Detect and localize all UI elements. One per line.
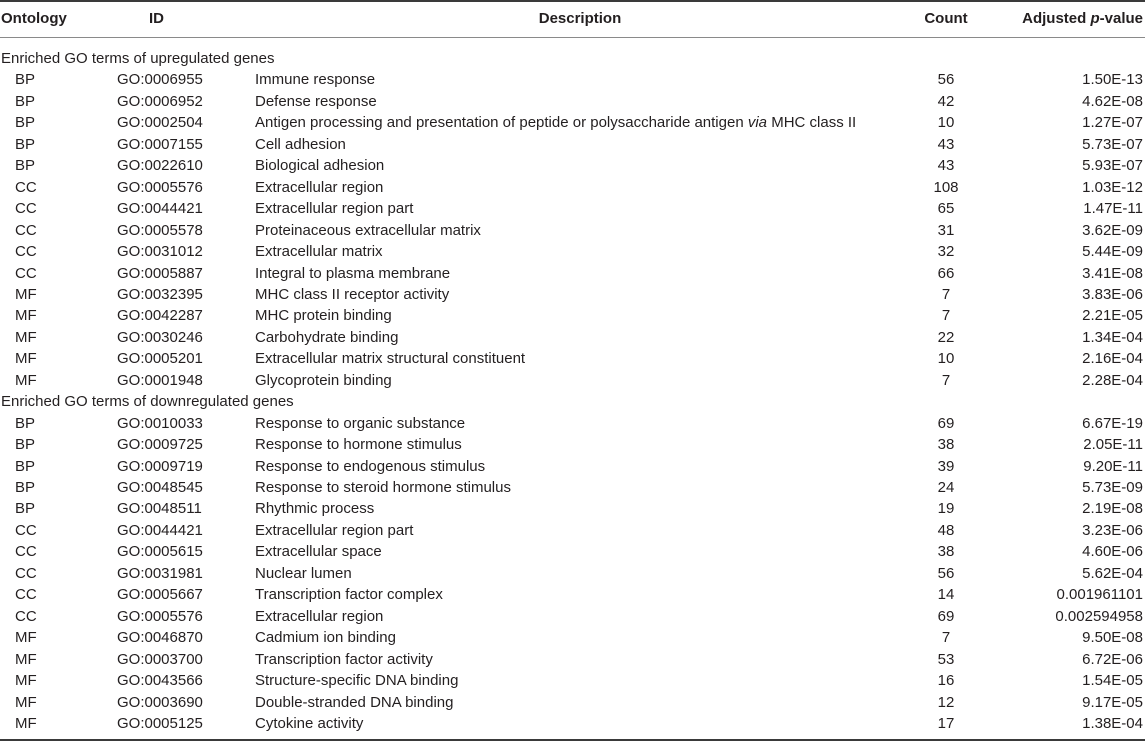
cell-adjusted-pvalue: 1.34E-04 <box>1082 328 1143 346</box>
section-title: Enriched GO terms of downregulated genes <box>1 393 294 411</box>
cell-count: 7 <box>941 629 951 647</box>
cell-description: Rhythmic process <box>255 500 375 518</box>
cell-description: Extracellular space <box>255 543 382 561</box>
cell-ontology: BP <box>15 457 36 475</box>
section-title: Enriched GO terms of upregulated genes <box>1 50 275 67</box>
table-row <box>0 584 1145 605</box>
cell-adjusted-pvalue: 0.001961101 <box>1056 586 1143 604</box>
cell-ontology: MF <box>15 307 37 325</box>
table-row <box>0 112 1145 133</box>
cell-ontology: CC <box>15 200 37 218</box>
cell-description: Cell adhesion <box>255 135 346 153</box>
cell-description: Cadmium ion binding <box>255 629 396 647</box>
cell-adjusted-pvalue: 1.03E-12 <box>1082 178 1143 196</box>
cell-id: GO:0030246 <box>117 328 203 346</box>
table-row <box>0 456 1145 477</box>
cell-adjusted-pvalue: 2.05E-11 <box>1083 436 1143 454</box>
cell-description: Extracellular region part <box>255 521 414 539</box>
cell-ontology: CC <box>15 178 37 196</box>
cell-description: Carbohydrate binding <box>255 328 399 346</box>
table-row <box>0 477 1145 498</box>
table-row <box>0 220 1145 241</box>
cell-id: GO:0005578 <box>117 221 203 239</box>
cell-id: GO:0007155 <box>117 135 203 153</box>
cell-count: 108 <box>933 178 959 196</box>
cell-count: 38 <box>937 436 955 454</box>
cell-id: GO:0005887 <box>117 264 203 282</box>
cell-ontology: BP <box>15 92 36 110</box>
table-row <box>0 520 1145 541</box>
cell-ontology: MF <box>15 714 37 732</box>
cell-ontology: CC <box>15 586 37 604</box>
cell-ontology: CC <box>15 521 37 539</box>
cell-id: GO:0003700 <box>117 650 203 668</box>
cell-id: GO:0043566 <box>117 672 203 690</box>
cell-description: Structure-specific DNA binding <box>255 672 459 690</box>
cell-count: 7 <box>941 307 951 325</box>
cell-description: MHC protein binding <box>255 307 392 325</box>
cell-count: 48 <box>937 521 955 539</box>
cell-ontology: BP <box>15 479 36 496</box>
cell-ontology: MF <box>15 629 37 647</box>
cell-count: 42 <box>937 92 955 110</box>
cell-count: 12 <box>937 693 955 711</box>
cell-id: GO:0048511 <box>117 500 202 518</box>
cell-count: 65 <box>937 200 955 218</box>
cell-description: Transcription factor activity <box>255 650 433 668</box>
table-row <box>0 627 1145 648</box>
cell-description: Response to endogenous stimulus <box>255 457 486 475</box>
cell-id: GO:0006955 <box>117 71 203 89</box>
cell-adjusted-pvalue: 4.60E-06 <box>1082 543 1143 561</box>
cell-id: GO:0005667 <box>117 586 203 604</box>
cell-id: GO:0005615 <box>117 543 203 561</box>
table-top-rule <box>0 0 1145 2</box>
cell-adjusted-pvalue: 6.67E-19 <box>1082 414 1143 432</box>
cell-ontology: BP <box>15 71 36 89</box>
cell-count: 24 <box>937 479 955 496</box>
table-row <box>0 370 1145 391</box>
cell-count: 66 <box>937 264 955 282</box>
cell-id: GO:0005576 <box>117 607 203 625</box>
table-row <box>0 198 1145 219</box>
cell-count: 39 <box>937 457 955 475</box>
cell-count: 43 <box>937 157 955 175</box>
table-row <box>0 177 1145 198</box>
table-row <box>0 91 1145 112</box>
cell-adjusted-pvalue: 9.17E-05 <box>1082 693 1143 711</box>
table-row <box>0 649 1145 670</box>
header-adjusted-pvalue <box>990 8 1143 29</box>
cell-id: GO:0046870 <box>117 629 203 647</box>
cell-adjusted-pvalue: 2.28E-04 <box>1082 371 1143 389</box>
cell-id: GO:0006952 <box>117 92 203 110</box>
table-bottom-rule <box>0 739 1145 741</box>
cell-count: 10 <box>937 114 955 132</box>
desc-text: MHC class II <box>767 114 857 132</box>
cell-id: GO:0032395 <box>117 285 203 303</box>
cell-adjusted-pvalue: 1.54E-05 <box>1082 672 1143 690</box>
cell-ontology: CC <box>15 243 37 261</box>
cell-adjusted-pvalue: 2.16E-04 <box>1082 350 1143 368</box>
cell-adjusted-pvalue: 3.41E-08 <box>1082 264 1143 282</box>
cell-count: 7 <box>941 285 951 303</box>
cell-ontology: CC <box>15 607 37 625</box>
cell-ontology: MF <box>15 371 37 389</box>
cell-adjusted-pvalue: 5.62E-04 <box>1082 564 1143 582</box>
cell-id: GO:0042287 <box>117 307 203 325</box>
desc-italic: via <box>747 114 768 132</box>
cell-id: GO:0005125 <box>117 714 203 732</box>
table-row <box>0 563 1145 584</box>
cell-id: GO:0009725 <box>117 436 203 454</box>
table-row <box>0 263 1145 284</box>
cell-adjusted-pvalue: 5.73E-07 <box>1082 135 1143 153</box>
cell-id: GO:0044421 <box>117 200 203 218</box>
table-row <box>0 348 1145 369</box>
table-row <box>0 134 1145 155</box>
cell-ontology: BP <box>15 500 36 518</box>
header-count: Count <box>924 10 968 27</box>
cell-description: Biological adhesion <box>255 157 385 175</box>
table-row <box>0 713 1145 734</box>
table-row <box>0 413 1145 434</box>
cell-adjusted-pvalue: 3.62E-09 <box>1082 221 1143 239</box>
cell-description: Extracellular matrix structural constituent <box>255 350 526 368</box>
header-pvalue-italic: p <box>1090 10 1100 27</box>
desc-text: Antigen processing and presentation of peptide or polysaccharide antigen <box>255 114 748 132</box>
cell-ontology: BP <box>15 114 36 132</box>
cell-count: 16 <box>937 672 955 690</box>
cell-id: GO:0005576 <box>117 178 203 196</box>
cell-adjusted-pvalue: 6.72E-06 <box>1082 650 1143 668</box>
table-row <box>0 155 1145 176</box>
table-row <box>0 241 1145 262</box>
cell-id: GO:0022610 <box>117 157 203 175</box>
cell-ontology: MF <box>15 693 37 711</box>
cell-adjusted-pvalue: 9.20E-11 <box>1083 457 1143 475</box>
cell-adjusted-pvalue: 4.62E-08 <box>1082 92 1143 110</box>
cell-adjusted-pvalue: 2.19E-08 <box>1082 500 1143 518</box>
cell-count: 7 <box>941 371 951 389</box>
cell-count: 14 <box>937 586 955 604</box>
cell-description: Transcription factor complex <box>255 586 443 604</box>
header-pvalue-prefix: Adjusted <box>1022 10 1091 27</box>
cell-ontology: MF <box>15 328 37 346</box>
cell-description: Response to organic substance <box>255 414 466 432</box>
cell-ontology: BP <box>15 135 36 153</box>
cell-ontology: BP <box>15 414 36 432</box>
cell-id: GO:0031981 <box>117 564 203 582</box>
cell-ontology: CC <box>15 543 37 561</box>
table-row <box>0 305 1145 326</box>
cell-id: GO:0005201 <box>117 350 203 368</box>
cell-description: Defense response <box>255 92 377 110</box>
cell-count: 43 <box>937 135 955 153</box>
cell-description: MHC class II receptor activity <box>255 285 450 303</box>
cell-count: 53 <box>937 650 955 668</box>
cell-adjusted-pvalue: 5.93E-07 <box>1082 157 1143 175</box>
table-row <box>0 69 1145 90</box>
cell-description: Nuclear lumen <box>255 564 352 582</box>
cell-description: Double-stranded DNA binding <box>255 693 454 711</box>
cell-id: GO:0010033 <box>117 414 203 432</box>
cell-ontology: CC <box>15 221 37 239</box>
cell-id: GO:0048545 <box>117 479 203 496</box>
cell-adjusted-pvalue: 3.23E-06 <box>1082 521 1143 539</box>
table-row <box>0 541 1145 562</box>
cell-adjusted-pvalue: 1.38E-04 <box>1082 714 1143 732</box>
table-row <box>0 670 1145 691</box>
cell-id: GO:0031012 <box>117 243 203 261</box>
cell-adjusted-pvalue: 1.50E-13 <box>1082 71 1143 89</box>
cell-ontology: BP <box>15 436 36 454</box>
cell-description <box>255 112 905 133</box>
header-description: Description <box>538 10 622 27</box>
table-header-row <box>0 8 1145 29</box>
table-row <box>0 434 1145 455</box>
cell-count: 56 <box>937 71 955 89</box>
cell-description: Extracellular region <box>255 178 384 196</box>
table-row <box>0 498 1145 519</box>
cell-ontology: MF <box>15 672 37 690</box>
cell-ontology: CC <box>15 564 37 582</box>
cell-adjusted-pvalue: 5.73E-09 <box>1082 479 1143 496</box>
cell-ontology: MF <box>15 285 37 303</box>
cell-adjusted-pvalue: 5.44E-09 <box>1082 243 1143 261</box>
cell-count: 31 <box>937 221 955 239</box>
cell-count: 56 <box>937 564 955 582</box>
cell-description: Extracellular matrix <box>255 243 383 261</box>
cell-count: 38 <box>937 543 955 561</box>
cell-ontology: CC <box>15 264 37 282</box>
cell-description: Response to hormone stimulus <box>255 436 462 454</box>
cell-description: Cytokine activity <box>255 714 364 732</box>
cell-count: 10 <box>937 350 955 368</box>
header-ontology: Ontology <box>1 10 67 27</box>
header-id: ID <box>149 10 164 27</box>
cell-count: 17 <box>937 714 955 732</box>
cell-id: GO:0009719 <box>117 457 203 475</box>
cell-id: GO:0002504 <box>117 114 203 132</box>
cell-id: GO:0003690 <box>117 693 203 711</box>
cell-count: 19 <box>937 500 955 518</box>
cell-description: Glycoprotein binding <box>255 371 392 389</box>
table-row <box>0 692 1145 713</box>
table-row <box>0 327 1145 348</box>
cell-adjusted-pvalue: 1.27E-07 <box>1082 114 1143 132</box>
cell-count: 69 <box>937 414 955 432</box>
cell-count: 32 <box>937 243 955 261</box>
cell-description: Immune response <box>255 71 376 89</box>
cell-description: Extracellular region part <box>255 200 414 218</box>
cell-adjusted-pvalue: 9.50E-08 <box>1082 629 1143 647</box>
cell-id: GO:0001948 <box>117 371 203 389</box>
cell-id: GO:0044421 <box>117 521 203 539</box>
cell-count: 69 <box>937 607 955 625</box>
cell-ontology: BP <box>15 157 36 175</box>
cell-description: Extracellular region <box>255 607 384 625</box>
cell-count: 22 <box>937 328 955 346</box>
cell-ontology: MF <box>15 350 37 368</box>
cell-adjusted-pvalue: 1.47E-11 <box>1083 200 1143 218</box>
header-pvalue-suffix: -value <box>1099 10 1143 27</box>
table-row <box>0 606 1145 627</box>
cell-adjusted-pvalue: 0.002594958 <box>1055 607 1143 625</box>
cell-adjusted-pvalue: 3.83E-06 <box>1082 285 1143 303</box>
cell-ontology: MF <box>15 650 37 668</box>
cell-description: Proteinaceous extracellular matrix <box>255 221 481 239</box>
table-row <box>0 284 1145 305</box>
header-rule <box>0 37 1145 38</box>
cell-description: Integral to plasma membrane <box>255 264 451 282</box>
cell-adjusted-pvalue: 2.21E-05 <box>1082 307 1143 325</box>
cell-description: Response to steroid hormone stimulus <box>255 479 511 496</box>
